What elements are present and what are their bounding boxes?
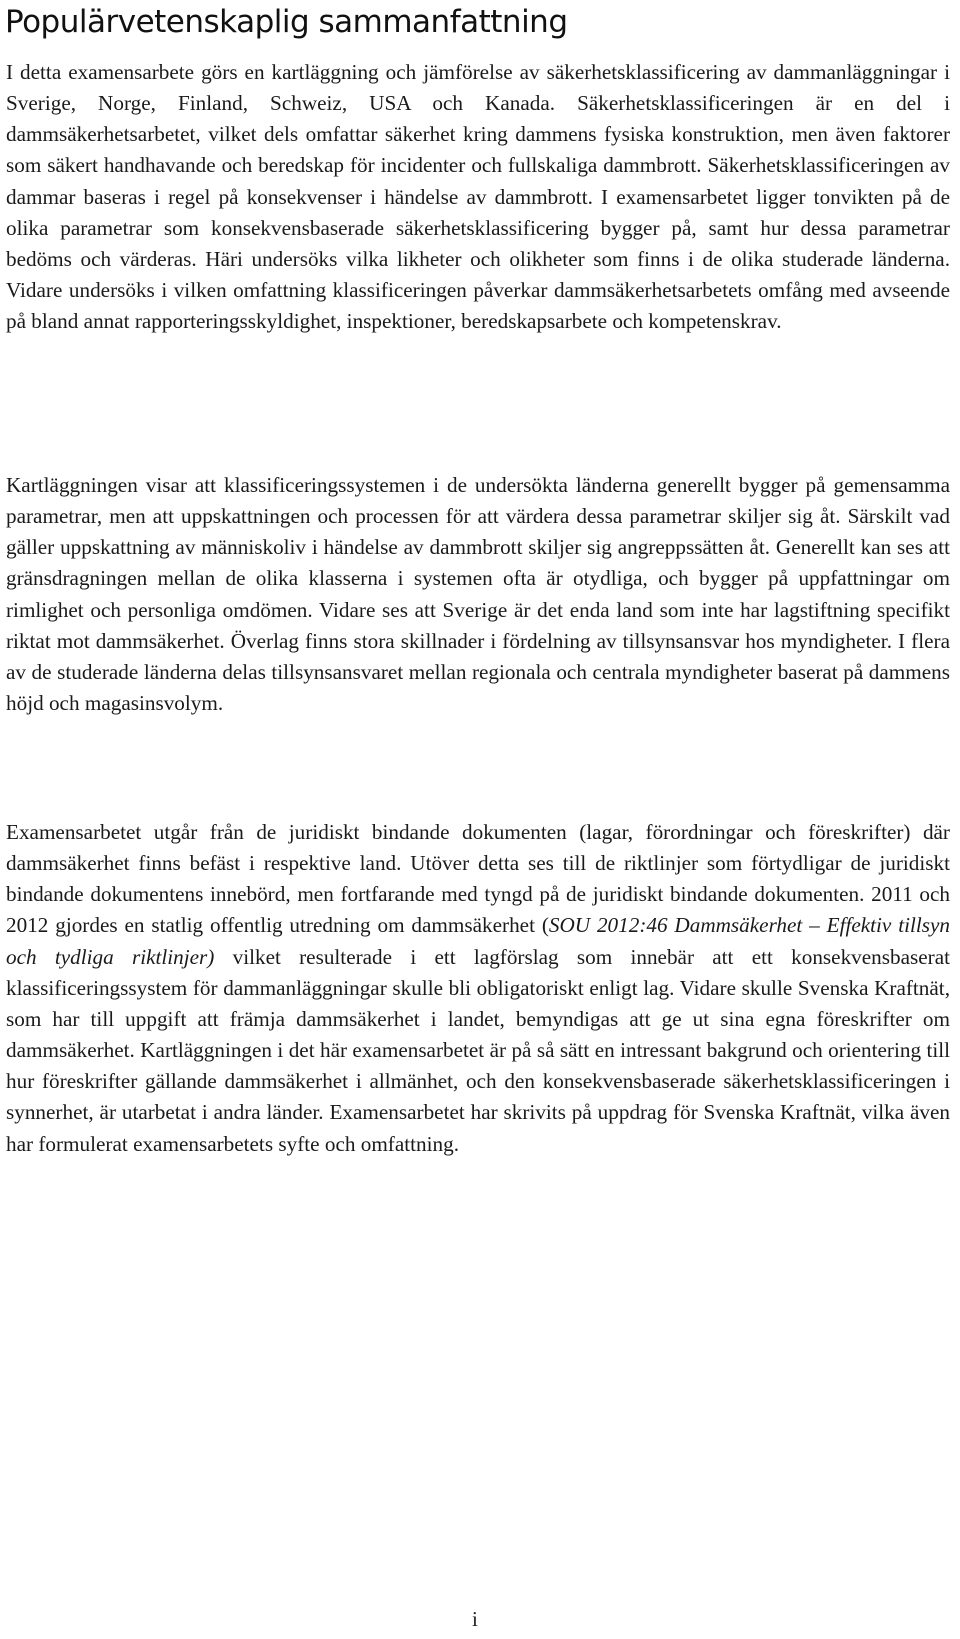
paragraph-3-text-after-citation: vilket resulterade i ett lagförslag som innebär att ett konsekvensbaserat klassificeringssystem för dammanläggningar skulle bli obligatoriskt enligt lag. Vidare skulle Svenska Kraftnät, som har till uppgift att främja dammsäkerhet i landet, bemyndigas att ge ut sina egna föreskrifter om dammsäkerhet. Kartläggningen i det här examensarbetet är på så sätt en intressant bakgrund och orientering till hur föreskrifter gällande dammsäkerhet i allmänhet, och den konsekvensbaserade säkerhetsklassificeringen i synnerhet, är utarbetat i andra länder. Examensarbetet har skrivits på uppdrag för Svenska Kraftnät, vilka även har formulerat examensarbetets syfte och omfattning.	[6, 944, 950, 1156]
page-number: i	[472, 1607, 478, 1631]
paragraph-2: Kartläggningen visar att klassificeringssystemen i de undersökta länderna generellt bygger på gemensamma parametrar, men att uppskattningen och processen för att värdera dessa parametrar skiljer sig åt. Särskilt vad gäller uppskattning av människoliv i händelse av dammbrott skiljer sig angreppssätten åt. Generellt kan ses att gränsdragningen mellan de olika klasserna i systemen ofta är otydliga, och bygger på uppfattningar om rimlighet och personliga omdömen. Vidare ses att Sverige är det enda land som inte har lagstiftning specifikt riktat mot dammsäkerhet. Överlag finns stora skillnader i fördelning av tillsynsansvar hos myndigheter. I flera av de studerade länderna delas tillsynsansvaret mellan regionala och centrala myndigheter baserat på dammens höjd och magasinsvolym.	[6, 473, 950, 716]
citation-sou-2012-46: SOU 2012:46 Dammsäkerhet – Effektiv tillsyn och tydliga riktlinjer)	[6, 913, 950, 969]
paragraph-1: I detta examensarbete görs en kartläggning och jämförelse av säkerhetsklassificering av dammanläggningar i Sverige, Norge, Finland, Schweiz, USA och Kanada. Säkerhetsklassificeringen är en del i dammsäkerhetsarbetet, vilket dels omfattar säkerhet kring dammens fysiska konstruktion, men även faktorer som säkert handhavande och beredskap för incidenter och fullskaliga dammbrott. Säkerhetsklassificeringen av dammar baseras i regel på konsekvenser i händelse av dammbrott. I examensarbetet ligger tonvikten på de olika parametrar som konsekvensbaserade säkerhetsklassificering bygger på, samt hur dessa parametrar bedöms och värderas. Häri undersöks vilka likheter och olikheter som finns i de olika studerade länderna. Vidare undersöks i vilken omfattning klassificeringen påverkar dammsäkerhetsarbetets omfång med avseende på bland annat rapporteringsskyldighet, inspektioner, beredskapsarbete och kompetenskrav.	[6, 60, 950, 334]
page-title: Populärvetenskaplig sammanfattning	[5, 4, 568, 40]
paragraph-3-text-before-citation: Examensarbetet utgår från de juridiskt bindande dokumenten (lagar, förordningar och föreskrifter) där dammsäkerhet finns befäst i respektive land. Utöver detta ses till de riktlinjer som förtydligar de juridiskt bindande dokumentens innebörd, men fortfarande med tyngd på de juridiskt bindande dokumenten. 2011 och 2012 gjordes en statlig offentlig utredning om dammsäkerhet (	[6, 820, 950, 938]
paragraph-3	[6, 817, 950, 1160]
